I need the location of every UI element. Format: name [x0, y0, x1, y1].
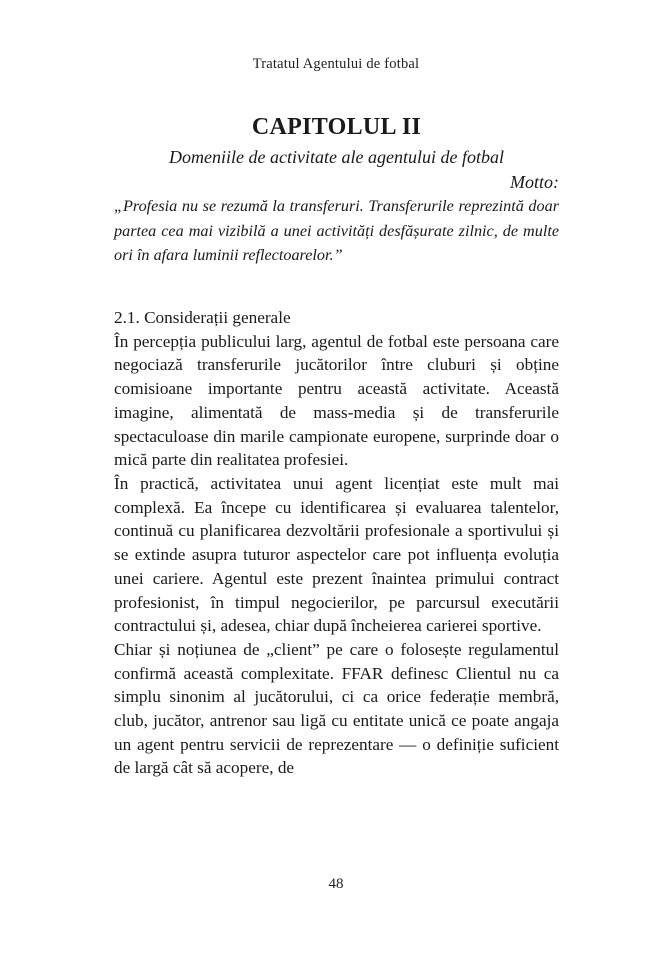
- motto-label: Motto:: [510, 172, 559, 192]
- page-content: [114, 112, 559, 780]
- body-paragraph-1: În percepția publicului larg, agentul de fotbal este persoana care negociază transferurile jucătorilor între cluburi și obține comisioane importante pentru această activitate. Această imagine, alimentată de mass-media și de transferurile spectaculoase din marile campionate europene, surprinde doar o mică parte din realitatea profesiei.: [114, 331, 559, 470]
- motto-quote: „Profesia nu se rezumă la transferuri. Transferurile reprezintă doar partea cea mai vizibilă a unei activități desfășurate zilnic, de multe ori în afara luminii reflectoarelor.”: [114, 197, 559, 265]
- chapter-subtitle: Domeniile de activitate ale agentului de fotbal: [169, 147, 504, 167]
- body-paragraph-2: În practică, activitatea unui agent licențiat este mult mai complexă. Ea începe cu identificarea și evaluarea talentelor, continuă cu planificarea dezvoltării profesionale a sportivului și se extinde asupra tuturor aspectelor care pot influența evoluția unei cariere. Agentul este prezent înaintea primului contract profesionist, în timpul negocierilor, pe parcursul executării contractului și, adesea, chiar după încheierea carierei sportive.: [114, 474, 559, 636]
- page-number: 48: [328, 876, 344, 892]
- section-heading: 2.1. Considerații generale: [114, 307, 291, 327]
- body-paragraph-3: Chiar și noțiunea de „client” pe care o folosește regulamentul confirmă această complexitate. FFAR definesc Clientul nu ca simplu sinonim al jucătorului, ci ca orice federație membră, club, jucător, antrenor sau ligă cu entitate unică ce poate angaja un agent pentru servicii de reprezentare — o definiție suficient de largă cât să acopere, de: [114, 639, 559, 778]
- chapter-title: CAPITOLUL II: [251, 114, 422, 140]
- running-head: Tratatul Agentului de fotbal: [252, 56, 420, 72]
